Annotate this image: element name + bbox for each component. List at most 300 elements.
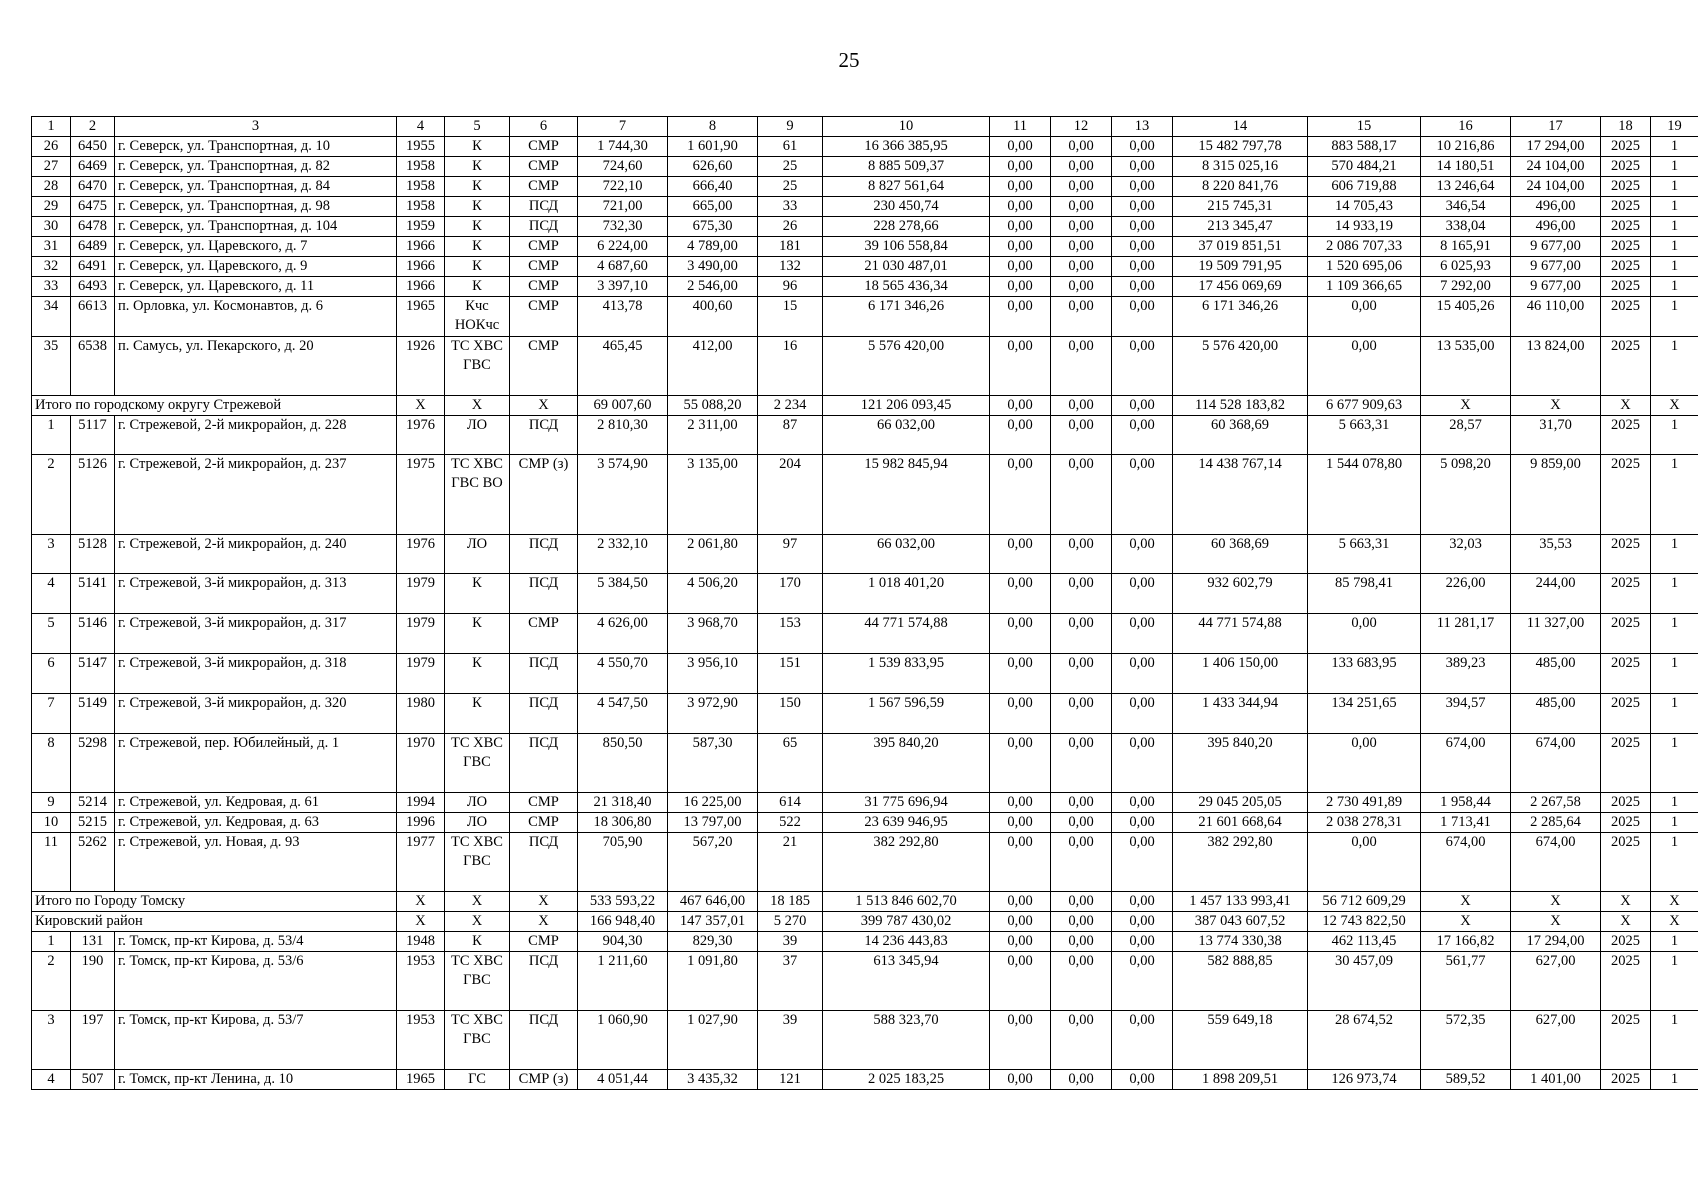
table-cell: 2025 [1601, 257, 1651, 277]
table-cell: 18 185 [758, 892, 823, 912]
table-cell: 732,30 [578, 217, 668, 237]
table-cell: 5215 [71, 813, 115, 833]
table-cell: 0,00 [990, 535, 1051, 574]
table-row [32, 237, 1698, 257]
table-cell: 2 810,30 [578, 416, 668, 455]
table-cell: 0,00 [1112, 912, 1173, 932]
table-cell: 0,00 [1051, 535, 1112, 574]
table-cell: 1 [1651, 217, 1698, 237]
table-cell: 21 030 487,01 [823, 257, 990, 277]
table-cell: 2025 [1601, 416, 1651, 455]
table-cell: 3 490,00 [668, 257, 758, 277]
table-cell: 0,00 [1051, 932, 1112, 952]
table-cell: 31,70 [1511, 416, 1601, 455]
table-row [32, 455, 1698, 535]
table-cell: 5 663,31 [1308, 416, 1421, 455]
address-cell: г. Северск, ул. Транспортная, д. 82 [115, 157, 397, 177]
table-cell: 151 [758, 654, 823, 694]
table-cell: 1 433 344,94 [1173, 694, 1308, 734]
table-cell: 1 [1651, 257, 1698, 277]
table-cell: 24 104,00 [1511, 157, 1601, 177]
table-cell: 0,00 [990, 157, 1051, 177]
table-cell: 3 956,10 [668, 654, 758, 694]
table-cell: 0,00 [1112, 574, 1173, 614]
table-cell: 338,04 [1421, 217, 1511, 237]
table-cell: 69 007,60 [578, 396, 668, 416]
table-cell: 4 789,00 [668, 237, 758, 257]
table-cell: 197 [71, 1011, 115, 1070]
table-cell: 2025 [1601, 157, 1651, 177]
table-cell: 30 457,09 [1308, 952, 1421, 1011]
table-cell: 0,00 [1112, 654, 1173, 694]
table-cell: 28,57 [1421, 416, 1511, 455]
table-cell: 0,00 [990, 297, 1051, 337]
table-cell: 1970 [397, 734, 445, 793]
table-cell: 0,00 [990, 1070, 1051, 1090]
table-cell: 1 567 596,59 [823, 694, 990, 734]
table-cell: 213 345,47 [1173, 217, 1308, 237]
table-cell: 0,00 [990, 396, 1051, 416]
table-cell: 1 457 133 993,41 [1173, 892, 1308, 912]
table-cell: 13 535,00 [1421, 337, 1511, 396]
table-cell: X [397, 892, 445, 912]
table-cell: 0,00 [1112, 455, 1173, 535]
table-cell: СМР (з) [510, 455, 578, 535]
table-cell: 1 [1651, 337, 1698, 396]
column-header: 16 [1421, 117, 1511, 137]
table-cell: 153 [758, 614, 823, 654]
table-cell: 2 546,00 [668, 277, 758, 297]
table-cell: 5126 [71, 455, 115, 535]
table-cell: 2025 [1601, 813, 1651, 833]
table-cell: 2025 [1601, 1011, 1651, 1070]
column-header: 6 [510, 117, 578, 137]
table-cell: 613 345,94 [823, 952, 990, 1011]
table-cell: 8 [32, 734, 71, 793]
table-cell: 665,00 [668, 197, 758, 217]
table-cell: 97 [758, 535, 823, 574]
table-cell: 14 705,43 [1308, 197, 1421, 217]
table-cell: СМР [510, 257, 578, 277]
table-cell: ПСД [510, 416, 578, 455]
address-cell: г. Стрежевой, 2-й микрорайон, д. 240 [115, 535, 397, 574]
table-cell: 0,00 [990, 137, 1051, 157]
table-cell: 1 211,60 [578, 952, 668, 1011]
table-cell: X [510, 892, 578, 912]
table-cell: 2025 [1601, 217, 1651, 237]
column-header: 12 [1051, 117, 1112, 137]
table-cell: 0,00 [990, 277, 1051, 297]
table-cell: 13 824,00 [1511, 337, 1601, 396]
table-cell: 6 677 909,63 [1308, 396, 1421, 416]
table-cell: СМР [510, 277, 578, 297]
column-header: 10 [823, 117, 990, 137]
table-cell: 1 544 078,80 [1308, 455, 1421, 535]
table-cell: 2 038 278,31 [1308, 813, 1421, 833]
table-cell: 1976 [397, 535, 445, 574]
table-cell: 55 088,20 [668, 396, 758, 416]
table-cell: 34 [32, 297, 71, 337]
table-cell: 850,50 [578, 734, 668, 793]
table-cell: 2 [32, 952, 71, 1011]
table-cell: 587,30 [668, 734, 758, 793]
table-cell: 170 [758, 574, 823, 614]
table-cell: 10 216,86 [1421, 137, 1511, 157]
table-cell: 626,60 [668, 157, 758, 177]
table-cell: 1 [32, 932, 71, 952]
table-cell: 1979 [397, 654, 445, 694]
table-cell: 588 323,70 [823, 1011, 990, 1070]
table-cell: 133 683,95 [1308, 654, 1421, 694]
address-cell: г. Стрежевой, 3-й микрорайон, д. 317 [115, 614, 397, 654]
table-cell: 9 677,00 [1511, 237, 1601, 257]
table-cell: 1 [1651, 416, 1698, 455]
table-cell: 0,00 [1112, 952, 1173, 1011]
table-cell: 2 285,64 [1511, 813, 1601, 833]
table-cell: 1 091,80 [668, 952, 758, 1011]
table-cell: 14 236 443,83 [823, 932, 990, 952]
table-cell: 7 292,00 [1421, 277, 1511, 297]
table-cell: 0,00 [1112, 177, 1173, 197]
table-cell: 1955 [397, 137, 445, 157]
table-cell: 395 840,20 [1173, 734, 1308, 793]
table-cell: 1966 [397, 277, 445, 297]
address-cell: г. Стрежевой, ул. Новая, д. 93 [115, 833, 397, 892]
table-cell: 37 019 851,51 [1173, 237, 1308, 257]
table-cell: 1 898 209,51 [1173, 1070, 1308, 1090]
table-cell: 1 [1651, 137, 1698, 157]
table-cell: 2025 [1601, 1070, 1651, 1090]
table-cell: 0,00 [1051, 277, 1112, 297]
table-cell: 674,00 [1511, 833, 1601, 892]
table-cell: 0,00 [1051, 455, 1112, 535]
table-cell: 567,20 [668, 833, 758, 892]
table-cell: 2025 [1601, 614, 1651, 654]
table-cell: 533 593,22 [578, 892, 668, 912]
column-header: 18 [1601, 117, 1651, 137]
column-header: 14 [1173, 117, 1308, 137]
table-cell: 15 482 797,78 [1173, 137, 1308, 157]
table-cell: 5147 [71, 654, 115, 694]
table-cell: 1953 [397, 1011, 445, 1070]
table-cell: X [397, 396, 445, 416]
table-cell: СМР [510, 157, 578, 177]
table-cell: 204 [758, 455, 823, 535]
column-header: 4 [397, 117, 445, 137]
table-cell: 5298 [71, 734, 115, 793]
column-header: 13 [1112, 117, 1173, 137]
table-cell: 14 933,19 [1308, 217, 1421, 237]
table-cell: 0,00 [1308, 833, 1421, 892]
table-cell: ПСД [510, 654, 578, 694]
table-cell: 13 246,64 [1421, 177, 1511, 197]
table-cell: 6 [32, 654, 71, 694]
table-cell: СМР [510, 237, 578, 257]
column-header: 11 [990, 117, 1051, 137]
table-cell: 0,00 [1308, 337, 1421, 396]
table-cell: 0,00 [1112, 137, 1173, 157]
table-cell: 147 357,01 [668, 912, 758, 932]
table-cell: 32,03 [1421, 535, 1511, 574]
table-cell: К [445, 197, 510, 217]
table-cell: 2 025 183,25 [823, 1070, 990, 1090]
table-cell: 496,00 [1511, 217, 1601, 237]
table-cell: 413,78 [578, 297, 668, 337]
table-cell: X [510, 396, 578, 416]
table-cell: 387 043 607,52 [1173, 912, 1308, 932]
table-cell: 1 [1651, 932, 1698, 952]
table-cell: 2025 [1601, 297, 1651, 337]
table-cell: 44 771 574,88 [823, 614, 990, 654]
table-cell: 0,00 [1112, 813, 1173, 833]
subtotal-label: Кировский район [32, 912, 397, 932]
table-cell: 0,00 [1112, 197, 1173, 217]
table-cell: 0,00 [1112, 932, 1173, 952]
table-cell: 666,40 [668, 177, 758, 197]
column-header: 17 [1511, 117, 1601, 137]
table-cell: 0,00 [1112, 237, 1173, 257]
table-cell: X [445, 396, 510, 416]
table-row [32, 217, 1698, 237]
table-cell: 4 [32, 1070, 71, 1090]
table-cell: 1 [1651, 535, 1698, 574]
table-row [32, 734, 1698, 793]
table-cell: 18 306,80 [578, 813, 668, 833]
table-cell: 1975 [397, 455, 445, 535]
table-cell: 27 [32, 157, 71, 177]
table-cell: ТС ХВС ГВС [445, 833, 510, 892]
table-row [32, 157, 1698, 177]
table-cell: 2025 [1601, 277, 1651, 297]
table-cell: 0,00 [990, 614, 1051, 654]
table-cell: 14 438 767,14 [1173, 455, 1308, 535]
table-row [32, 197, 1698, 217]
table-cell: СМР [510, 297, 578, 337]
table-cell: 1966 [397, 237, 445, 257]
column-header: 9 [758, 117, 823, 137]
table-cell: 1 [1651, 833, 1698, 892]
table-cell: 589,52 [1421, 1070, 1511, 1090]
table-cell: 1996 [397, 813, 445, 833]
table-row [32, 337, 1698, 396]
table-cell: 87 [758, 416, 823, 455]
table-cell: 627,00 [1511, 1011, 1601, 1070]
table-cell: X [445, 912, 510, 932]
table-row [32, 574, 1698, 614]
column-header: 1 [32, 117, 71, 137]
table-cell: К [445, 654, 510, 694]
table-cell: 1 713,41 [1421, 813, 1511, 833]
table-cell: 11 327,00 [1511, 614, 1601, 654]
table-cell: 0,00 [1051, 416, 1112, 455]
table-cell: 1 060,90 [578, 1011, 668, 1070]
table-cell: 1 [1651, 793, 1698, 813]
table-cell: X [1421, 396, 1511, 416]
table-cell: ПСД [510, 197, 578, 217]
table-cell: 389,23 [1421, 654, 1511, 694]
table-cell: 1966 [397, 257, 445, 277]
table-cell: 12 743 822,50 [1308, 912, 1421, 932]
address-cell: г. Северск, ул. Царевского, д. 11 [115, 277, 397, 297]
table-cell: X [1421, 912, 1511, 932]
table-cell: К [445, 614, 510, 654]
table-cell: 0,00 [1051, 396, 1112, 416]
table-cell: 7 [32, 694, 71, 734]
table-cell: 2025 [1601, 535, 1651, 574]
table-cell: X [510, 912, 578, 932]
address-cell: г. Стрежевой, 3-й микрорайон, д. 320 [115, 694, 397, 734]
table-cell: 0,00 [1112, 793, 1173, 813]
table-cell: 190 [71, 952, 115, 1011]
table-cell: 5 270 [758, 912, 823, 932]
table-cell: ПСД [510, 833, 578, 892]
table-cell: 3 972,90 [668, 694, 758, 734]
table-row [32, 654, 1698, 694]
table-cell: Кчс НОКчс [445, 297, 510, 337]
table-cell: 0,00 [990, 932, 1051, 952]
table-cell: 28 674,52 [1308, 1011, 1421, 1070]
table-row [32, 1070, 1698, 1090]
table-cell: 1 [1651, 455, 1698, 535]
table-row [32, 614, 1698, 654]
table-cell: 705,90 [578, 833, 668, 892]
table-cell: 1980 [397, 694, 445, 734]
subtotal-row [32, 396, 1698, 416]
table-cell: 1 [1651, 614, 1698, 654]
table-cell: 4 550,70 [578, 654, 668, 694]
table-cell: 65 [758, 734, 823, 793]
table-cell: 33 [32, 277, 71, 297]
table-cell: 3 574,90 [578, 455, 668, 535]
table-cell: 1965 [397, 1070, 445, 1090]
table-cell: X [1651, 892, 1698, 912]
subtotal-label: Итого по Городу Томску [32, 892, 397, 912]
table-cell: 614 [758, 793, 823, 813]
table-cell: 1 [1651, 1011, 1698, 1070]
table-cell: 150 [758, 694, 823, 734]
table-cell: 26 [32, 137, 71, 157]
table-cell: 8 315 025,16 [1173, 157, 1308, 177]
table-cell: 1 [1651, 1070, 1698, 1090]
table-cell: 582 888,85 [1173, 952, 1308, 1011]
table-cell: 96 [758, 277, 823, 297]
table-cell: 23 639 946,95 [823, 813, 990, 833]
table-cell: ПСД [510, 694, 578, 734]
table-cell: X [1651, 396, 1698, 416]
table-cell: 572,35 [1421, 1011, 1511, 1070]
table-cell: 8 885 509,37 [823, 157, 990, 177]
table-cell: 0,00 [1112, 157, 1173, 177]
table-cell: 1 [1651, 197, 1698, 217]
table-cell: 0,00 [1051, 177, 1112, 197]
address-cell: г. Томск, пр-кт Кирова, д. 53/6 [115, 952, 397, 1011]
table-cell: 0,00 [1051, 833, 1112, 892]
table-cell: 0,00 [990, 734, 1051, 793]
address-cell: г. Северск, ул. Транспортная, д. 98 [115, 197, 397, 217]
address-cell: г. Стрежевой, 3-й микрорайон, д. 313 [115, 574, 397, 614]
table-cell: 1926 [397, 337, 445, 396]
address-cell: г. Томск, пр-кт Ленина, д. 10 [115, 1070, 397, 1090]
table-cell: К [445, 237, 510, 257]
subtotal-row [32, 892, 1698, 912]
table-cell: 2025 [1601, 793, 1651, 813]
table-cell: 5262 [71, 833, 115, 892]
table-cell: ПСД [510, 1011, 578, 1070]
table-cell: 25 [758, 177, 823, 197]
capital-repair-table [31, 116, 1698, 1090]
table-cell: 0,00 [1051, 734, 1112, 793]
table-cell: 114 528 183,82 [1173, 396, 1308, 416]
table-cell: 0,00 [990, 1011, 1051, 1070]
table-cell: СМР [510, 813, 578, 833]
table-cell: 21 318,40 [578, 793, 668, 813]
address-cell: г. Северск, ул. Транспортная, д. 104 [115, 217, 397, 237]
table-cell: 2025 [1601, 734, 1651, 793]
table-cell: 121 [758, 1070, 823, 1090]
table-cell: 0,00 [990, 892, 1051, 912]
table-cell: 1 513 846 602,70 [823, 892, 990, 912]
table-cell: 6470 [71, 177, 115, 197]
table-cell: 5 576 420,00 [1173, 337, 1308, 396]
address-cell: г. Стрежевой, 3-й микрорайон, д. 318 [115, 654, 397, 694]
table-cell: 18 565 436,34 [823, 277, 990, 297]
table-cell: 0,00 [1112, 892, 1173, 912]
column-header: 8 [668, 117, 758, 137]
table-cell: 29 [32, 197, 71, 217]
table-cell: 0,00 [990, 813, 1051, 833]
table-cell: 1 [1651, 177, 1698, 197]
table-cell: СМР [510, 337, 578, 396]
column-number-row [32, 117, 1698, 137]
table-cell: 559 649,18 [1173, 1011, 1308, 1070]
table-cell: 1 109 366,65 [1308, 277, 1421, 297]
column-header: 19 [1651, 117, 1698, 137]
table-row [32, 177, 1698, 197]
table-cell: 9 [32, 793, 71, 813]
table-cell: 0,00 [1112, 337, 1173, 396]
table-cell: ТС ХВС ГВС ВО [445, 455, 510, 535]
table-cell: 121 206 093,45 [823, 396, 990, 416]
table-cell: 1976 [397, 416, 445, 455]
address-cell: г. Северск, ул. Царевского, д. 9 [115, 257, 397, 277]
address-cell: г. Томск, пр-кт Кирова, д. 53/4 [115, 932, 397, 952]
table-cell: 66 032,00 [823, 416, 990, 455]
table-cell: X [1601, 912, 1651, 932]
table-cell: 8 165,91 [1421, 237, 1511, 257]
table-row [32, 137, 1698, 157]
table-cell: 0,00 [1112, 297, 1173, 337]
table-cell: 2025 [1601, 177, 1651, 197]
table-cell: 166 948,40 [578, 912, 668, 932]
table-cell: ПСД [510, 952, 578, 1011]
table-cell: 0,00 [1051, 217, 1112, 237]
table-cell: 2025 [1601, 932, 1651, 952]
table-row [32, 277, 1698, 297]
table-cell: 0,00 [990, 793, 1051, 813]
table-cell: 1958 [397, 197, 445, 217]
table-cell: ПСД [510, 574, 578, 614]
table-cell: 0,00 [1112, 694, 1173, 734]
table-cell: 244,00 [1511, 574, 1601, 614]
table-cell: 0,00 [1051, 197, 1112, 217]
table-cell: К [445, 137, 510, 157]
table-cell: 0,00 [990, 912, 1051, 932]
table-cell: ТС ХВС ГВС [445, 337, 510, 396]
table-cell: 674,00 [1511, 734, 1601, 793]
table-cell: 8 220 841,76 [1173, 177, 1308, 197]
subtotal-label: Итого по городскому округу Стрежевой [32, 396, 397, 416]
table-cell: 1 [1651, 157, 1698, 177]
